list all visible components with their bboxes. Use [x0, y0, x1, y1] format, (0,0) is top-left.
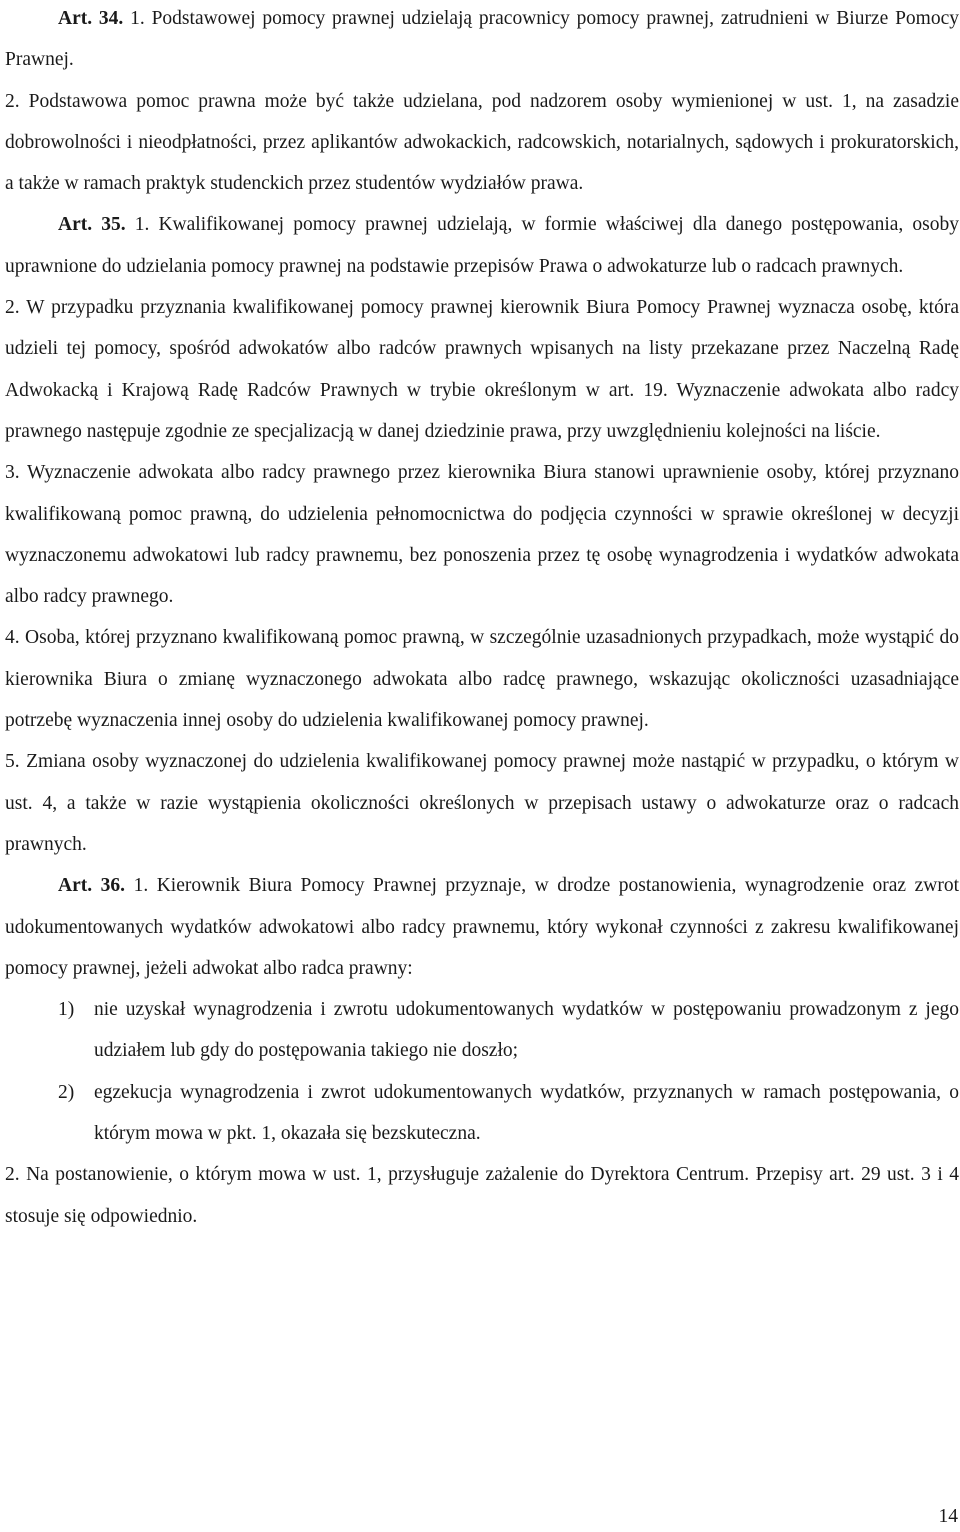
art-36-paragraph-1 — [5, 865, 959, 989]
art-35-paragraph-2: 2. W przypadku przyznania kwalifikowanej pomocy prawnej kierownik Biura Pomocy Prawnej wyznacza osobę, która udzieli tej pomocy, spośród adwokatów albo radców prawnych wpisanych na listy przekazane przez Naczelną Radę Adwokacką i Krajową Radę Radców Prawnych w trybie określonym w art. 19. Wyznaczenie adwokata albo radcy prawnego następuje zgodnie ze specjalizacją w danej dziedzinie prawa, przy uwzględnieniu kolejności na liście. — [5, 297, 959, 442]
page-number: 14 — [938, 1506, 958, 1527]
art-35-paragraph-3: 3. Wyznaczenie adwokata albo radcy prawnego przez kierownika Biura stanowi uprawnienie osoby, której przyznano kwalifikowaną pomoc prawną, do udzielenia pełnomocnictwa do podjęcia czynności w sprawie określonej w decyzji wyznaczonemu adwokatowi lub radcy prawnemu, bez ponoszenia przez tę osobę wynagrodzenia i wydatków adwokata albo radcy prawnego. — [5, 462, 959, 608]
article-heading: Art. 35. — [58, 214, 126, 236]
article-heading: Art. 36. — [58, 875, 126, 897]
art-35-paragraph-4: 4. Osoba, której przyznano kwalifikowaną pomoc prawną, w szczególnie uzasadnionych przypadkach, może wystąpić do kierownika Biura o zmianę wyznaczonego adwokata albo radcę prawnego, wskazując okoliczności uzasadniające potrzebę wyznaczenia innej osoby do udzielenia kwalifikowanej pomocy prawnej. — [5, 627, 959, 732]
list-item — [5, 989, 959, 1072]
document-page — [5, 0, 959, 1237]
list-item-text: nie uzyskał wynagrodzenia i zwrotu udokumentowanych wydatków w postępowaniu prowadzonym z jego udziałem lub gdy do postępowania takiego nie doszło; — [94, 999, 959, 1062]
art-35-paragraph-1 — [5, 204, 959, 287]
paragraph-text: 1. Podstawowej pomocy prawnej udzielają pracownicy pomocy prawnej, zatrudnieni w Biurze Pomocy Prawnej. — [5, 8, 959, 71]
paragraph-text: 1. Kwalifikowanej pomocy prawnej udzielają, w formie właściwej dla danego postępowania, osoby uprawnione do udzielania pomocy prawnej na podstawie przepisów Prawa o adwokaturze lub o radcach prawnych. — [5, 214, 959, 277]
list-item-number: 1) — [58, 999, 75, 1021]
art-34-paragraph-1 — [5, 0, 959, 81]
art-35-paragraph-5: 5. Zmiana osoby wyznaczonej do udzielenia kwalifikowanej pomocy prawnej może nastąpić w przypadku, o którym w ust. 4, a także w razie wystąpienia okoliczności określonych w przepisach ustawy o adwokaturze oraz o radcach prawnych. — [5, 751, 959, 855]
list-item — [5, 1072, 959, 1155]
list-item-text: egzekucja wynagrodzenia i zwrot udokumentowanych wydatków, przyznanych w ramach postępowania, o którym mowa w pkt. 1, okazała się bezskuteczna. — [94, 1081, 959, 1145]
article-heading: Art. 34. — [58, 8, 124, 29]
art-36-paragraph-2: 2. Na postanowienie, o którym mowa w ust. 1, przysługuje zażalenie do Dyrektora Centrum. Przepisy art. 29 ust. 3 i 4 stosuje się odpowiednio. — [5, 1164, 959, 1227]
list-item-number: 2) — [58, 1081, 75, 1103]
paragraph-text: 1. Kierownik Biura Pomocy Prawnej przyznaje, w drodze postanowienia, wynagrodzenie oraz zwrot udokumentowanych wydatków adwokatowi albo radcy prawnemu, który wykonał czynności z zakresu kwalifikowanej pomocy prawnej, jeżeli adwokat albo radca prawny: — [5, 875, 959, 979]
art-34-paragraph-2: 2. Podstawowa pomoc prawna może być także udzielana, pod nadzorem osoby wymienionej w ust. 1, na zasadzie dobrowolności i nieodpłatności, przez aplikantów adwokackich, radcowskich, notarialnych, sądowych i prokuratorskich, a także w ramach praktyk studenckich przez studentów wydziałów prawa. — [5, 90, 959, 195]
